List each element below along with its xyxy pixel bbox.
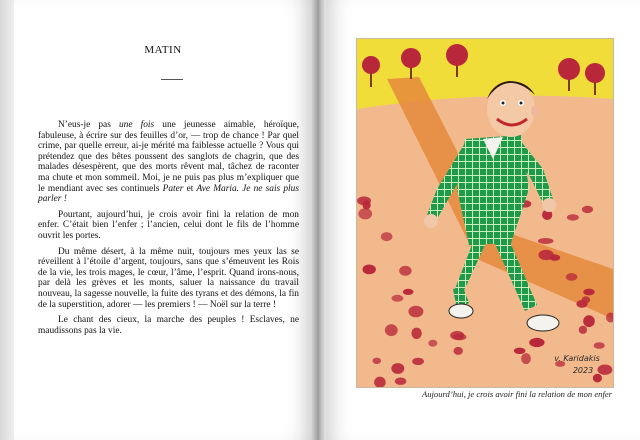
italic-text: Ave Maria. Je ne sais plus parler !: [38, 183, 299, 205]
rose: [399, 266, 411, 276]
paragraph-text: et: [183, 183, 197, 194]
rose: [408, 306, 423, 318]
rose: [412, 358, 424, 365]
chapter-body-text: [38, 120, 299, 341]
rose: [392, 295, 404, 302]
rose: [567, 214, 579, 220]
paragraph: [38, 210, 299, 242]
rose: [357, 196, 371, 205]
rose: [373, 358, 382, 364]
rose: [579, 326, 587, 334]
title-separator: [161, 79, 183, 80]
page-edge-left: [0, 0, 14, 440]
illustration: [356, 38, 614, 388]
rose: [358, 208, 372, 219]
rose: [538, 250, 553, 260]
rose: [598, 365, 613, 375]
rose: [450, 331, 464, 340]
paragraph-text: Le chant des cieux, la marche des peuples ! Esclaves, ne maudissons pas la vie.: [38, 315, 299, 336]
paragraph-text: Pourtant, aujourd’hui, je crois avoir fini la relation de mon enfer. C’était bien l’enfer ; l’ancien, celui dont le fils de l’homme ouvrit les portes.: [38, 209, 299, 241]
rose: [582, 206, 593, 213]
rose: [583, 315, 595, 327]
rose: [566, 273, 578, 281]
rose: [538, 238, 554, 244]
paragraph: [38, 120, 299, 205]
rose: [583, 289, 594, 296]
rose: [593, 374, 602, 383]
paragraph-text: Du même désert, à la même nuit, toujours mes yeux las se réveillent à l’étoile d’argent, toujours, sans que s’émeuvent les Rois de la vie, les trois mages, le cœur, l’âme, l’esprit. Quand irons-nous, par delà les grèves et les monts, saluer la naissance du travail nouveau, la sagesse nouvelle, la fuite des tyrans et des démons, la fin de la superstition, adorer — les premiers ! — Noël sur la terre !: [38, 246, 299, 310]
rose: [391, 363, 404, 374]
rose: [454, 347, 463, 355]
rose: [514, 348, 526, 354]
rose: [582, 296, 591, 303]
illustration-signature: v. Karidakis: [554, 354, 600, 363]
rose: [521, 353, 531, 364]
rose: [594, 342, 605, 349]
illustration-signature-year: 2023: [572, 366, 594, 375]
rose: [381, 232, 393, 241]
rose: [428, 340, 437, 347]
italic-text: Pater: [162, 183, 184, 194]
illustration-caption: Aujourd’hui, je crois avoir fini la relation de mon enfer: [422, 389, 612, 399]
italic-text: une fois: [118, 120, 155, 130]
rose: [363, 265, 376, 275]
book-gutter: [312, 0, 326, 440]
paragraph: [38, 315, 299, 336]
rose: [395, 378, 407, 385]
rose: [529, 338, 544, 347]
illustration-painting: [357, 39, 613, 387]
paragraph: [38, 247, 299, 311]
rose: [385, 324, 398, 336]
paragraph-text: N’eus-je pas: [58, 120, 119, 130]
rose: [411, 328, 421, 339]
rose: [403, 289, 414, 295]
paragraph-text: une jeunesse aimable, héroïque, fabuleuse, à écrire sur des feuilles d’or, — trop de chance ! Par quel crime, par quelle erreur, ai-je mérité ma faiblesse actuelle ? Vous qui prétendez que des bêtes poussent des sanglots de chagrin, que des malades désespèrent, que des morts rêvent mal, tâchez de raconter ma chute et mon sommeil. Moi, je ne puis pas plus m’expliquer que le mendiant avec ses continuels: [38, 120, 299, 194]
chapter-title: MATIN: [144, 44, 182, 56]
